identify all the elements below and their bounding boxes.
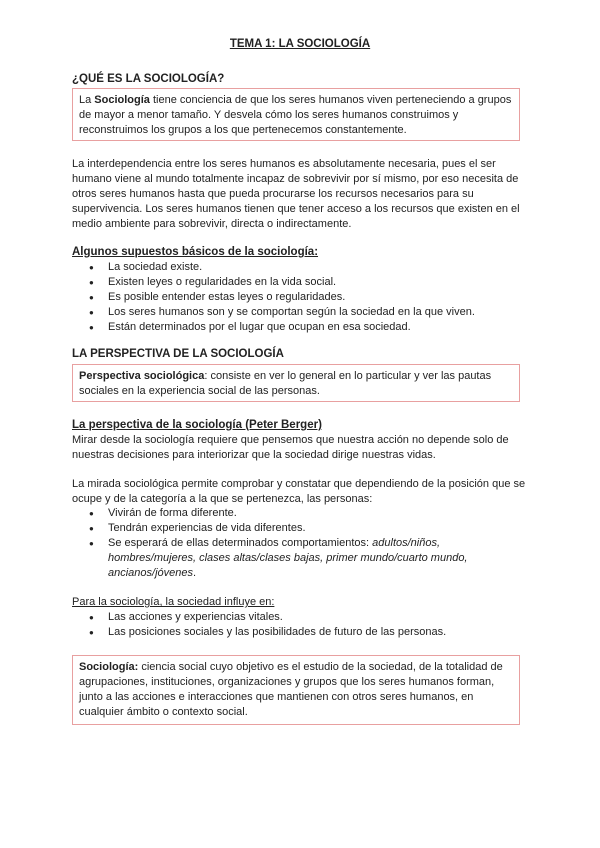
list-item: ● Tendrán experiencias de vida diferentes. [72,521,527,536]
definition-box-sociologia [72,88,520,141]
list-item: ● Existen leyes o regularidades en la vida social. [72,275,527,290]
box-pre-text: La [79,94,95,106]
supuestos-heading: Algunos supuestos básicos de la sociología: [72,246,319,258]
box-term: Sociología [94,94,150,106]
influye-heading: Para la sociología, la sociedad influye en: [72,596,275,608]
berger-paragraph-1: Mirar desde la sociología requiere que pensemos que nuestra acción no depende solo de nuestras decisiones para interiorizar que la sociedad dirige nuestras vidas. [72,434,509,461]
interdependence-paragraph: La interdependencia entre los seres humanos es absolutamente necesaria, pues el ser humano viene al mundo totalmente incapaz de sobrevivir por sí mismo, por eso necesita de otros seres humanos hasta que pueda procurarse los recursos necesarios para su supervivencia. Los seres humanos tienen que tener acceso a los recursos que existen en el medio ambiente para sobrevivir, directa o indirectamente. [72,158,520,230]
section-heading-que-es: ¿QUÉ ES LA SOCIOLOGÍA? [72,73,225,85]
list-item-end: . [193,567,197,579]
definition-box-final [72,655,520,725]
perspectiva-heading: LA PERSPECTIVA DE LA SOCIOLOGÍA [72,348,284,360]
list-item-text: Se esperará de ellas determinados comportamientos: [108,537,373,549]
box-text: : consiste en ver lo general en lo particular y ver las pautas sociales en la experiencia social de las personas. [79,370,492,397]
definition-box-perspectiva [72,364,520,402]
list-item: ● Las acciones y experiencias vitales. [72,610,527,625]
supuestos-list [72,260,527,335]
box-text: ciencia social cuyo objetivo es el estudio de la sociedad, de la totalidad de agrupaciones, instituciones, organizaciones y grupos que los seres humanos forman, junto a las acciones e interacciones que mantienen con otros seres humanos, en cualquier ámbito o contexto social. [79,661,503,718]
list-item [72,536,527,581]
berger-paragraph-2: La mirada sociológica permite comprobar y constatar que dependiendo de la posición que se ocupe y de la categoría a la que se pertenezca, las personas: [72,478,526,505]
influye-list [72,610,527,640]
box-text: tiene conciencia de que los seres humanos viven perteneciendo a grupos de mayor a menor tamaño. Y desvela cómo los seres humanos construimos y reconstruimos los grupos a los que pertenecemos constantemente. [79,94,512,136]
berger-list [72,506,527,581]
list-item: ● La sociedad existe. [72,260,527,275]
page-title: TEMA 1: LA SOCIOLOGÍA [229,38,371,50]
list-item: ● Es posible entender estas leyes o regularidades. [72,290,527,305]
list-item: ● Están determinados por el lugar que ocupan en esa sociedad. [72,320,527,335]
box-term: Sociología: [79,661,139,673]
list-item: ● Los seres humanos son y se comportan según la sociedad en la que viven. [72,305,527,320]
list-item: ● Las posiciones sociales y las posibilidades de futuro de las personas. [72,625,527,640]
list-item-examples: adultos/niños, hombres/mujeres, clases altas/clases bajas, primer mundo/cuarto mundo, ancianos/jóvenes [108,537,468,579]
list-item: ● Vivirán de forma diferente. [72,506,527,521]
box-term: Perspectiva sociológica [79,370,205,382]
berger-heading: La perspectiva de la sociología (Peter Berger) [72,419,322,431]
